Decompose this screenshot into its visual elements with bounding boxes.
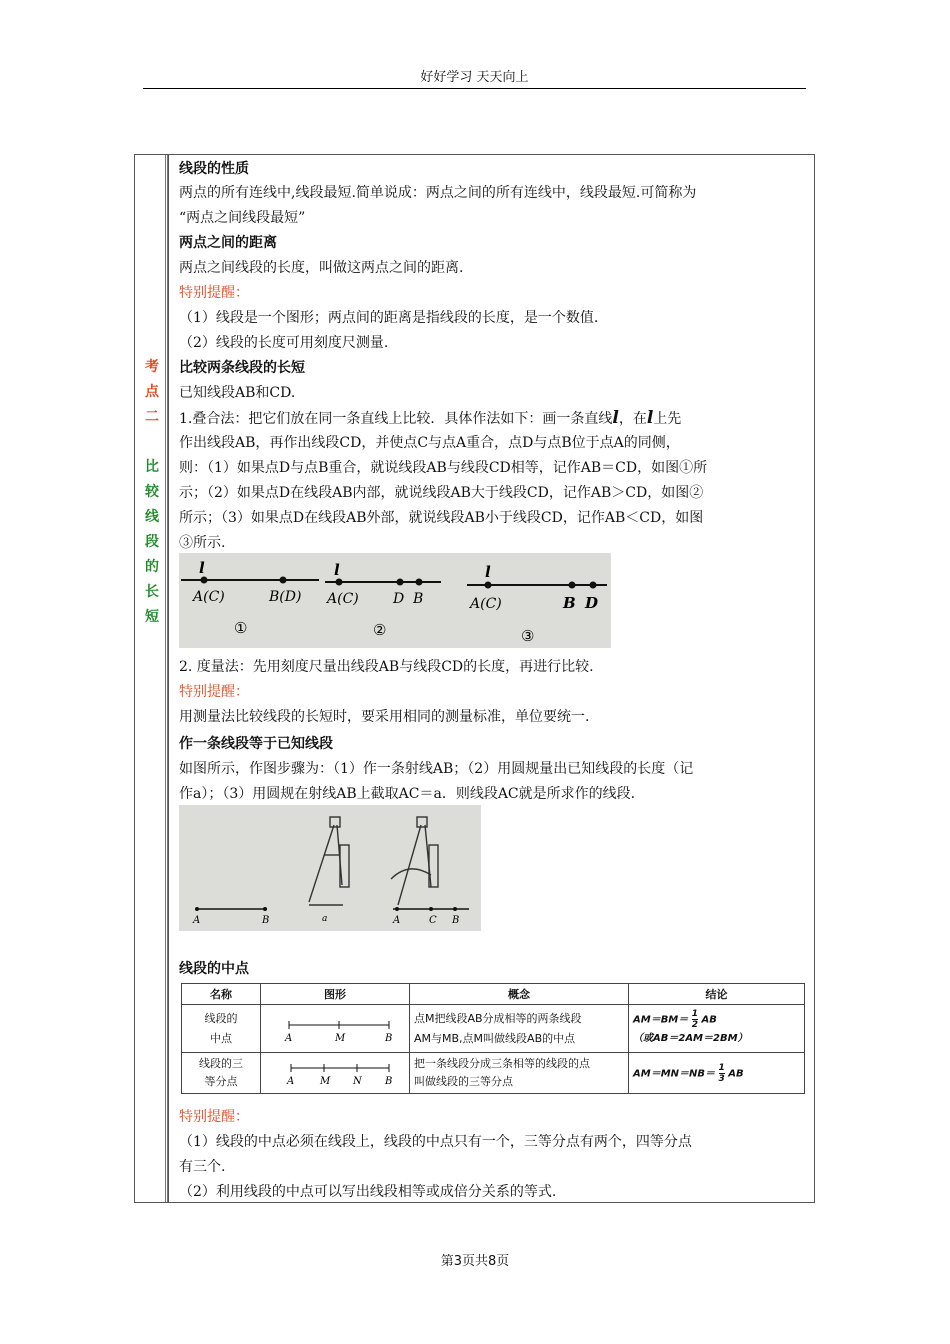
compass-icon xyxy=(391,817,438,905)
section-title-distance: 两点之间的距离 xyxy=(179,235,277,251)
page-number: 第3页共8页 xyxy=(440,1254,510,1269)
note: （2）利用线段的中点可以写出线段相等或成倍分关系的等式. xyxy=(179,1184,557,1200)
fig-label: l xyxy=(199,559,205,577)
fig-label: B xyxy=(452,915,460,926)
fig-label: B xyxy=(413,591,424,607)
note: （2）线段的长度可用刻度尺测量. xyxy=(179,335,389,351)
line-l-symbol: l xyxy=(646,408,654,428)
fig-label: l xyxy=(334,561,340,579)
fig-label: ③ xyxy=(521,627,535,645)
paragraph: 则：（1）如果点D与点B重合，就说线段AB与线段CD相等，记作AB＝CD，如图①所 xyxy=(179,460,708,476)
kaodian-label: 考 点 二 xyxy=(145,359,159,425)
fig-label: D xyxy=(393,591,405,607)
paragraph: 2. 度量法：先用刻度尺量出线段AB与线段CD的长度，再进行比较. xyxy=(179,659,594,675)
fig-label: B xyxy=(262,915,270,926)
fig-label: ① xyxy=(234,619,248,637)
paragraph: ③所示. xyxy=(179,535,226,551)
table-header: 图形 xyxy=(261,984,410,1005)
fig-label: A xyxy=(193,915,201,926)
paragraph: 如图所示，作图步骤为：（1）作一条射线AB；（2）用圆规量出已知线段的长度（记 xyxy=(179,761,694,777)
fraction: $\frac{1}{3}$ xyxy=(718,1062,725,1084)
fig-label: l xyxy=(485,563,491,581)
paragraph: 示；（2）如果点D在线段AB内部，就说线段AB大于线段CD，记作AB＞CD，如图② xyxy=(179,485,704,501)
table-row: 线段的 中点 A M B 点M把线段AB分成相等的两条线段 AM与MB,点M叫做线段AB的中点 AM＝BM＝ $\frac{1}{2}$ AB （或AB＝2AM＝2BM） xyxy=(182,1005,805,1053)
svg-text:A: A xyxy=(287,1075,295,1087)
page-header: 好好学习 天天向上 xyxy=(420,70,529,85)
table-header: 概念 xyxy=(410,984,629,1005)
svg-text:N: N xyxy=(353,1075,362,1087)
line-l-symbol: l xyxy=(612,408,619,428)
fig-label: A(C) xyxy=(327,591,359,607)
compass-icon xyxy=(309,817,349,902)
paragraph: 1.叠合法：把它们放在同一条直线上比较．具体作法如下：画一条直线l，在l上先 xyxy=(179,408,682,428)
table-row: 线段的三 等分点 A M N B 把一条线段分成三条相等的线段的点 叫做线段的三等分点 AM＝MN＝NB＝ $\frac{1}{3}$ AB xyxy=(182,1053,805,1094)
fig-label: C xyxy=(429,915,437,926)
fig-label: A xyxy=(393,915,401,926)
paragraph: 作出线段AB，再作出线段CD，并使点C与点A重合，点D与点B位于点A的同侧， xyxy=(179,435,680,451)
paragraph: 作a）；（3）用圆规在射线AB上截取AC＝a．则线段AC就是所求作的线段. xyxy=(179,786,636,802)
fig-label: B xyxy=(563,594,576,612)
overlap-method-figure xyxy=(179,553,611,648)
note: 有三个. xyxy=(179,1159,226,1175)
fig-label: D xyxy=(585,594,599,612)
reminder-label: 特别提醒： xyxy=(179,285,249,301)
note: （1）线段是一个图形；两点间的距离是指线段的长度，是一个数值. xyxy=(179,310,599,326)
compass-construction-figure xyxy=(179,805,481,931)
paragraph: “两点之间线段最短” xyxy=(179,210,306,226)
section-title-construct: 作一条线段等于已知线段 xyxy=(179,736,333,752)
table-header: 名称 xyxy=(182,984,261,1005)
section-title-compare: 比较两条线段的长短 xyxy=(179,360,305,376)
fig-label: A(C) xyxy=(470,596,502,612)
section-title-midpoint: 线段的中点 xyxy=(179,961,249,977)
reminder-label: 特别提醒： xyxy=(179,1109,249,1125)
paragraph: 两点之间线段的长度，叫做这两点之间的距离. xyxy=(179,260,464,276)
svg-text:A: A xyxy=(285,1033,293,1044)
fig-label: ② xyxy=(373,621,387,639)
svg-text:M: M xyxy=(335,1033,346,1044)
reminder-label: 特别提醒： xyxy=(179,684,249,700)
section-title-properties: 线段的性质 xyxy=(179,161,249,177)
left-column xyxy=(135,155,169,1202)
note: 用测量法比较线段的长短时，要采用相同的测量标准，单位要统一. xyxy=(179,709,590,725)
header-rule xyxy=(143,88,806,89)
note: （1）线段的中点必须在线段上，线段的中点只有一个，三等分点有两个，四等分点 xyxy=(179,1134,692,1150)
svg-text:B: B xyxy=(385,1033,393,1044)
table-header: 结论 xyxy=(629,984,805,1005)
paragraph: 所示；（3）如果点D在线段AB外部，就说线段AB小于线段CD，记作AB＜CD，如图 xyxy=(179,510,704,526)
fraction: $\frac{1}{2}$ xyxy=(691,1009,699,1030)
paragraph: 已知线段AB和CD. xyxy=(179,385,296,401)
paragraph: 两点的所有连线中,线段最短.简单说成：两点之间的所有连线中，线段最短.可简称为 xyxy=(179,185,697,201)
fig-label: a xyxy=(322,914,328,924)
topic-label: 比 较 线 段 的 长 短 xyxy=(145,459,159,625)
midpoint-diagram xyxy=(265,1009,401,1045)
svg-text:B: B xyxy=(385,1075,393,1087)
svg-text:M: M xyxy=(320,1075,331,1087)
fig-label: A(C) xyxy=(193,589,225,605)
trisection-diagram xyxy=(265,1056,401,1088)
fig-label: B(D) xyxy=(269,589,302,605)
midpoint-table xyxy=(181,983,805,1094)
content-table xyxy=(134,154,815,1203)
